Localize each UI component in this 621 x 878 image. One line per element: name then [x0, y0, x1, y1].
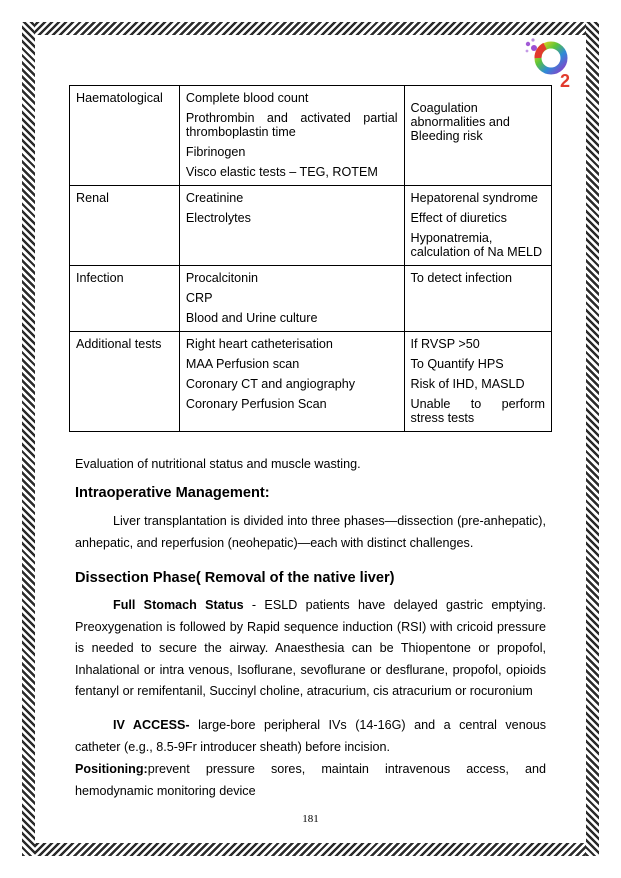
page-border-bottom: [22, 843, 599, 856]
category-cell: Infection: [70, 266, 180, 332]
table-row: [70, 266, 552, 332]
positioning-paragraph: [75, 759, 546, 802]
note-item: Coagulation abnormalities and Bleeding risk: [410, 101, 510, 143]
iv-access-label: IV ACCESS-: [113, 718, 190, 732]
category-cell: Renal: [70, 186, 180, 266]
test-item: Prothrombin and activated partial thromboplastin time: [185, 111, 398, 139]
note-item: Unable to perform stress tests: [410, 397, 545, 425]
notes-cell: [404, 86, 551, 186]
notes-cell: [404, 332, 551, 432]
notes-cell: [404, 266, 551, 332]
full-stomach-text: - ESLD patients have delayed gastric emptying. Preoxygenation is followed by Rapid sequence induction (RSI) with cricoid pressure is needed to secure the airway. Anaesthesia can be Thiopentone or propofol, Inhalational or intra venous, Isoflurane, sevoflurane or desflurane, propofol, opioids fentanyl or remifentanil, Succinyl choline, atracurium, cis atracurium or rocuronium: [75, 598, 546, 698]
full-stomach-label: Full Stomach Status: [113, 598, 244, 612]
tests-cell: [179, 266, 404, 332]
tests-cell: [179, 86, 404, 186]
test-item: Blood and Urine culture: [185, 311, 318, 325]
tests-cell: [179, 186, 404, 266]
note-item: Effect of diuretics: [410, 211, 507, 225]
test-item: Procalcitonin: [185, 271, 258, 285]
intraop-paragraph: Liver transplantation is divided into three phases—dissection (pre-anhepatic), anhepatic, and reperfusion (neohepatic)—each with distinct challenges.: [75, 514, 546, 550]
nutrition-text: Evaluation of nutritional status and muscle wasting.: [75, 457, 361, 471]
note-item: To detect infection: [410, 271, 513, 285]
table-row: [70, 86, 552, 186]
test-item: Coronary CT and angiography: [185, 377, 356, 391]
test-item: Electrolytes: [185, 211, 251, 225]
positioning-label: Positioning:: [75, 762, 148, 776]
logo-subscript: 2: [560, 71, 571, 89]
category-cell: Haematological: [70, 86, 180, 186]
category-cell: Additional tests: [70, 332, 180, 432]
table-row: [70, 332, 552, 432]
page-border-right: [586, 22, 599, 856]
iv-access-text: large-bore peripheral IVs (14-16G) and a central venous catheter (e.g., 8.5-9Fr introducer sheath) before incision.: [75, 718, 546, 754]
page-number: 181: [302, 813, 319, 825]
test-item: Fibrinogen: [185, 145, 246, 159]
page-border-top: [22, 22, 599, 35]
test-item: Visco elastic tests – TEG, ROTEM: [185, 165, 378, 179]
full-stomach-paragraph: [75, 595, 546, 703]
table-row: [70, 186, 552, 266]
heading-intraoperative: Intraoperative Management:: [75, 485, 270, 501]
test-item: CRP: [185, 291, 213, 305]
iv-access-paragraph: [75, 715, 546, 758]
note-item: Hepatorenal syndrome: [410, 191, 538, 205]
tests-cell: [179, 332, 404, 432]
notes-cell: [404, 186, 551, 266]
note-item: To Quantify HPS: [410, 357, 504, 371]
o2-logo-icon: [523, 37, 579, 89]
investigations-table: [69, 85, 552, 432]
page-border-left: [22, 22, 35, 856]
test-item: Coronary Perfusion Scan: [185, 397, 327, 411]
positioning-text: prevent pressure sores, maintain intravenous access, and hemodynamic monitoring device: [75, 762, 546, 798]
heading-dissection-phase: Dissection Phase( Removal of the native liver): [75, 570, 395, 586]
note-item: Risk of IHD, MASLD: [410, 377, 525, 391]
test-item: Complete blood count: [185, 91, 309, 105]
test-item: Right heart catheterisation: [185, 337, 333, 351]
note-item: Hyponatremia, calculation of Na MELD: [410, 231, 543, 259]
test-item: MAA Perfusion scan: [185, 357, 300, 371]
note-item: If RVSP >50: [410, 337, 480, 351]
test-item: Creatinine: [185, 191, 244, 205]
